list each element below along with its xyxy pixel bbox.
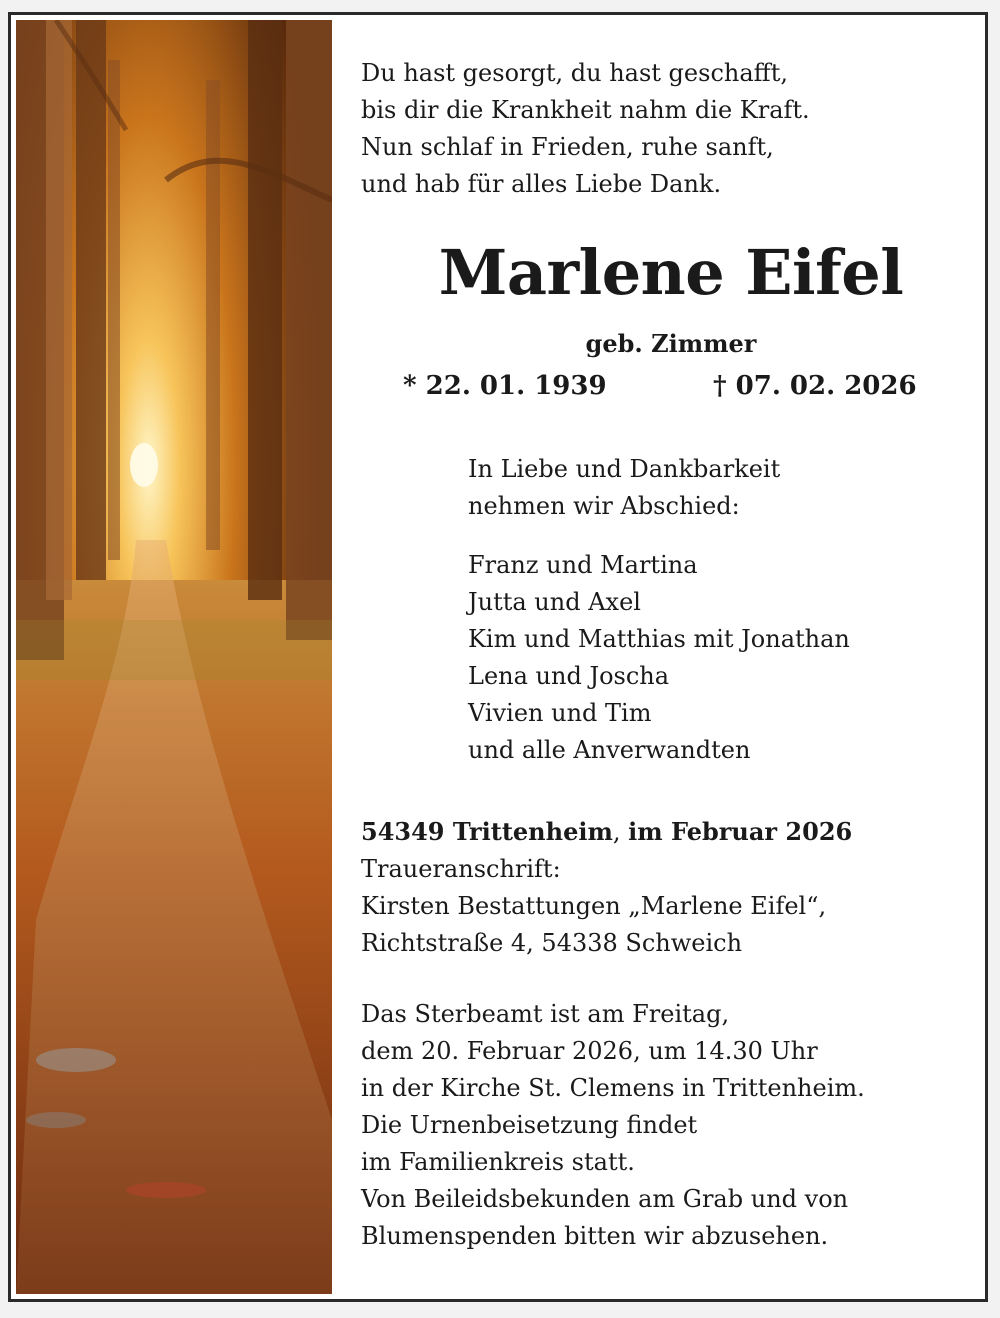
poem-line: Du hast gesorgt, du hast geschafft,	[361, 59, 788, 87]
farewell-line: nehmen wir Abschied:	[468, 492, 740, 520]
service-info	[361, 996, 981, 1255]
farewell-text	[468, 451, 981, 525]
death-date: † 07. 02. 2026	[713, 371, 917, 401]
mourner: und alle Anverwandten	[468, 736, 751, 764]
mourner: Jutta und Axel	[468, 588, 641, 616]
address-line: Richtstraße 4, 54338 Schweich	[361, 929, 743, 957]
poem-line: und hab für alles Liebe Dank.	[361, 170, 722, 198]
service-line: im Familienkreis statt.	[361, 1148, 635, 1176]
mourner: Kim und Matthias mit Jonathan	[468, 625, 850, 653]
obituary-frame	[8, 12, 988, 1302]
service-line: dem 20. Februar 2026, um 14.30 Uhr	[361, 1037, 818, 1065]
forest-path-photo	[16, 20, 332, 1294]
place-date	[361, 813, 981, 851]
address-line: Kirsten Bestattungen „Marlene Eifel“,	[361, 892, 827, 920]
poem	[361, 55, 981, 203]
mourners-list	[468, 547, 981, 769]
maiden-name: geb. Zimmer	[585, 329, 757, 358]
deceased-name: Marlene Eifel	[438, 236, 904, 309]
service-line: Blumenspenden bitten wir abzusehen.	[361, 1222, 829, 1250]
place-month: im Februar 2026	[628, 817, 853, 846]
poem-line: Nun schlaf in Frieden, ruhe sanft,	[361, 133, 774, 161]
place-and-address	[361, 813, 981, 962]
mourner: Vivien und Tim	[468, 699, 652, 727]
service-line: Das Sterbeamt ist am Freitag,	[361, 1000, 730, 1028]
service-line: in der Kirche St. Clemens in Trittenheim.	[361, 1074, 865, 1102]
birth-date: * 22. 01. 1939	[403, 371, 607, 401]
service-line: Von Beileidsbekunden am Grab und von	[361, 1185, 849, 1213]
obituary-text	[361, 45, 981, 1255]
life-dates	[361, 371, 981, 411]
place-separator: ,	[612, 818, 629, 846]
address-line: Traueranschrift:	[361, 855, 561, 883]
farewell-line: In Liebe und Dankbarkeit	[468, 455, 781, 483]
service-line: Die Urnenbeisetzung findet	[361, 1111, 698, 1139]
place-town: 54349 Trittenheim	[361, 817, 613, 846]
mourner: Franz und Martina	[468, 551, 698, 579]
poem-line: bis dir die Krankheit nahm die Kraft.	[361, 96, 810, 124]
mourner: Lena und Joscha	[468, 662, 670, 690]
